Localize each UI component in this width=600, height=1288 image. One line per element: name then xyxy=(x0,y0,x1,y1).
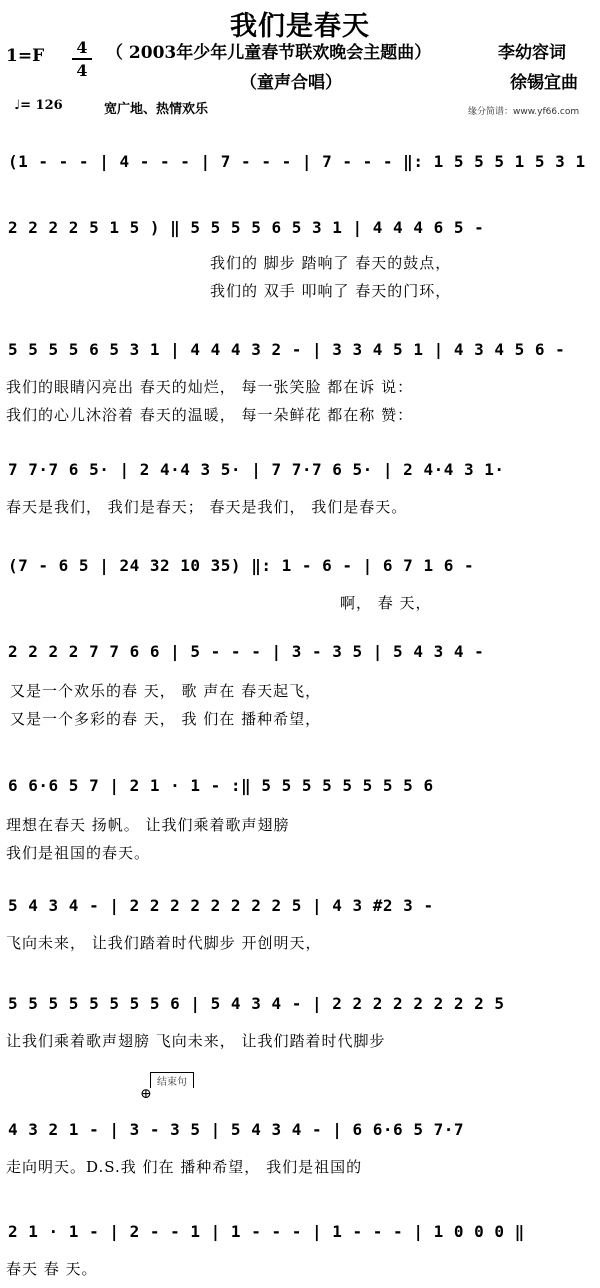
lyric-8a: 飞向未来， 让我们踏着时代脚步 开创明天， xyxy=(6,934,322,952)
lyric-9a: 让我们乘着歌声翅膀 飞向未来， 让我们踏着时代脚步 xyxy=(6,1032,386,1050)
lyric-7b: 我们是祖国的春天。 xyxy=(6,844,151,862)
notation-line-8: 5 4 3 4 - | 2 2 2 2 2 2 2 2 5 | 4 3 #2 3 - xyxy=(8,896,434,915)
lyric-11a: 春天 春 天。 xyxy=(6,1260,98,1278)
notation-line-9: 5 5 5 5 5 5 5 5 6 | 5 4 3 4 - | 2 2 2 2 2 2 2 2 5 xyxy=(8,994,505,1013)
lyric-5a: 啊， 春 天， xyxy=(340,594,432,612)
notation-line-4: 7 7·7 6 5· | 2 4·4 3 5· | 7 7·7 6 5· | 2 4·4 3 1· xyxy=(8,460,505,479)
notation-line-2: 2 2 2 2 5 1 5 ) ‖ 5 5 5 5 6 5 3 1 | 4 4 4 6 5 - xyxy=(8,218,485,237)
tempo: ♩= 126 xyxy=(14,98,63,113)
notation-line-3: 5 5 5 5 6 5 3 1 | 4 4 4 3 2 - | 3 3 4 5 1 | 4 3 4 5 6 - xyxy=(8,340,566,359)
subtitle: （ 2003年少年儿童春节联欢晚会主题曲） xyxy=(106,43,432,63)
lyric-6a: 又是一个欢乐的春 天， 歌 声在 春天起飞， xyxy=(10,682,322,700)
song-title: 我们是春天 xyxy=(230,11,370,42)
lyric-3a: 我们的眼睛闪亮出 春天的灿烂， 每一张笑脸 都在诉 说： xyxy=(6,378,414,396)
genre: （童声合唱） xyxy=(240,73,342,93)
lyric-6b: 又是一个多彩的春 天， 我 们在 播种希望， xyxy=(10,710,322,728)
composer: 徐锡宜曲 xyxy=(510,73,578,93)
notation-line-7: 6 6·6 5 7 | 2 1 · 1 - :‖ 5 5 5 5 5 5 5 5 6 xyxy=(8,776,434,795)
lyric-7a: 理想在春天 扬帆。 让我们乘着歌声翅膀 xyxy=(6,816,290,834)
lyric-2b: 我们的 双手 叩响了 春天的门环， xyxy=(210,282,452,300)
time-signature xyxy=(72,38,92,80)
time-sig-top: 4 xyxy=(76,38,88,57)
expression: 宽广地、热情欢乐 xyxy=(104,102,209,117)
notation-line-5: (7 - 6 5 | 24 32 10 35) ‖: 1 - 6 - | 6 7 1 6 - xyxy=(8,556,475,575)
notation-line-11: 2 1 · 1 - | 2 - - 1 | 1 - - - | 1 - - - | 1 0 0 0 ‖ xyxy=(8,1222,525,1241)
coda-icon: ⊕ xyxy=(140,1086,152,1102)
notation-line-10: 4 3 2 1 - | 3 - 3 5 | 5 4 3 4 - | 6 6·6 5 7·7 xyxy=(8,1120,464,1139)
lyricist: 李幼容词 xyxy=(498,43,566,63)
lyric-3b: 我们的心儿沐浴着 春天的温暖， 每一朵鲜花 都在称 赞： xyxy=(6,406,414,424)
notation-line-1: (1 - - - | 4 - - - | 7 - - - | 7 - - - ‖: 1 5 5 5 1 5 3 1 xyxy=(8,152,586,171)
coda-label: 结束句 xyxy=(150,1072,194,1088)
source-watermark: 缘分简谱：www.yf66.com xyxy=(468,107,580,117)
lyric-10a: 走向明天。D.S.我 们在 播种希望， 我们是祖国的 xyxy=(6,1158,363,1176)
lyric-2a: 我们的 脚步 踏响了 春天的鼓点， xyxy=(210,254,452,272)
lyric-4a: 春天是我们， 我们是春天； 春天是我们， 我们是春天。 xyxy=(6,498,408,516)
key-signature: 1=F xyxy=(6,46,45,66)
time-sig-bottom: 4 xyxy=(76,61,88,80)
notation-line-6: 2 2 2 2 7 7 6 6 | 5 - - - | 3 - 3 5 | 5 4 3 4 - xyxy=(8,642,485,661)
